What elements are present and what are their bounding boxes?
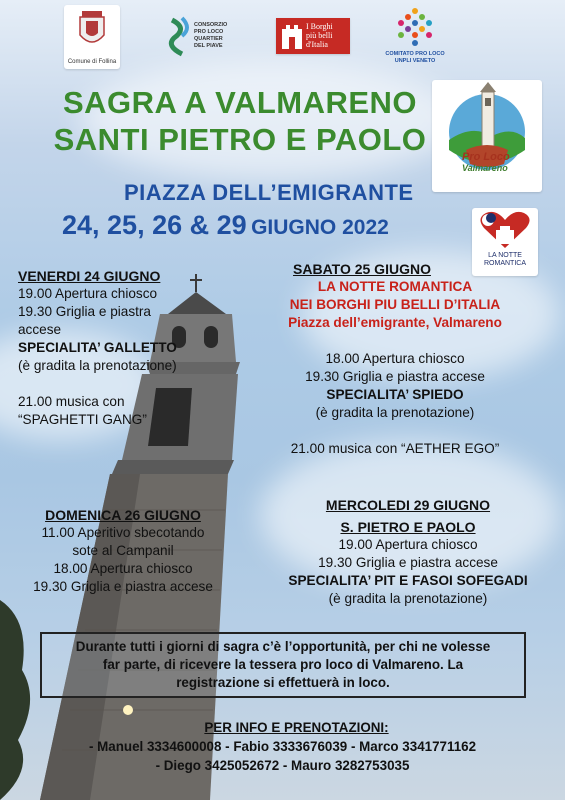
sabato-line: (è gradita la prenotazione) [315, 405, 475, 420]
notice-line: registrazione si effettuerà in loco. [176, 675, 390, 690]
notice-line: Durante tutti i giorni di sagra c’è l’opportunità, per chi ne volesse [75, 639, 491, 654]
notice-line: far parte, di ricevere la tessera pro loco di Valmareno. La [102, 657, 464, 672]
sabato-line: 18.00 Apertura chiosco [325, 351, 465, 366]
valmareno-label: Valmareno [462, 163, 508, 173]
consorzio-line: DEL PIAVE [194, 43, 223, 49]
sabato-romantic-title: LA NOTTE ROMANTICA [317, 279, 473, 294]
domenica-line: 18.00 Apertura chiosco [53, 561, 193, 576]
borghi-line: I Borghi [306, 22, 333, 31]
venerdi-line: 19.30 Griglia e piastra [18, 304, 151, 319]
domenica-section [4, 506, 242, 596]
venerdi-section [18, 267, 248, 429]
membership-notice [40, 632, 526, 698]
info-section [0, 718, 565, 775]
heart-icon [472, 208, 538, 250]
comune-di-follina-logo[interactable] [64, 5, 120, 69]
venerdi-specialty: SPECIALITA’ GALLETTO [18, 340, 177, 355]
consorzio-line: PRO LOCO [194, 29, 224, 35]
consorzio-pro-loco-logo[interactable] [168, 12, 236, 60]
sabato-section [250, 260, 540, 458]
pro-loco-label: Pro Loco [462, 151, 510, 163]
sabato-romantic-subtitle: NEI BORGHI PIU BELLI D’ITALIA [289, 297, 501, 312]
notte-line: ROMANTICA [484, 260, 526, 267]
sabato-specialty: SPECIALITA’ SPIEDO [326, 387, 464, 402]
notte-line: LA NOTTE [488, 252, 522, 259]
venerdi-line: “SPAGHETTI GANG” [18, 412, 147, 427]
sabato-line: 21.00 musica con “AETHER EGO” [290, 441, 500, 456]
mercoledi-header: MERCOLEDI 29 GIUGNO [325, 497, 491, 513]
borghi-line: d'Italia [306, 40, 328, 49]
venerdi-header: VENERDI 24 GIUGNO [18, 268, 161, 284]
unpli-veneto-logo[interactable] [384, 6, 446, 68]
mercoledi-line: (è gradita la prenotazione) [328, 591, 488, 606]
unpli-line: COMITATO PRO LOCO [385, 51, 445, 57]
sabato-romantic-place: Piazza dell’emigrante, Valmareno [288, 315, 502, 330]
follina-label: Comune di Follina [67, 59, 117, 65]
title-line-1: SAGRA A VALMARENO [62, 85, 418, 120]
borghi-line: più belli [306, 31, 333, 40]
mercoledi-specialty: SPECIALITA’ PIT E FASOI SOFEGADI [288, 573, 528, 588]
borghi-piu-belli-logo[interactable] [276, 18, 350, 54]
sabato-line: 19.30 Griglia e piastra accese [305, 369, 485, 384]
domenica-line: 11.00 Aperitivo sbecotando [41, 525, 205, 540]
info-header: PER INFO E PRENOTAZIONI: [204, 720, 389, 735]
venerdi-line: 21.00 musica con [18, 394, 125, 409]
mercoledi-subheader: S. PIETRO E PAOLO [340, 519, 476, 535]
consorzio-line: CONSORZIO [194, 22, 228, 28]
event-month: GIUGNO 2022 [251, 216, 389, 239]
domenica-line: 19.30 Griglia e piastra accese [33, 579, 213, 594]
venerdi-line: accese [18, 322, 62, 337]
venerdi-line: 19.00 Apertura chiosco [18, 286, 158, 301]
mercoledi-line: 19.00 Apertura chiosco [338, 537, 478, 552]
domenica-header: DOMENICA 26 GIUGNO [45, 507, 201, 523]
wave-icon [168, 14, 194, 58]
event-days: 24, 25, 26 & 29 [62, 210, 247, 240]
mercoledi-line: 19.30 Griglia e piastra accese [318, 555, 498, 570]
consorzio-line: QUARTIER [194, 36, 223, 42]
unpli-line: UNPLI VENETO [394, 58, 436, 64]
domenica-line: sote al Campanil [72, 543, 174, 558]
mercoledi-section [268, 496, 548, 608]
info-contacts-line: - Diego 3425052672 - Mauro 3282753035 [155, 758, 410, 773]
coat-of-arms-icon [64, 5, 120, 55]
dots-icon [390, 6, 440, 48]
info-contacts-line: - Manuel 3334600008 - Fabio 3333676039 - Marco 3341771162 [88, 739, 477, 754]
venerdi-line: (è gradita la prenotazione) [18, 358, 177, 373]
title-line-2: SANTI PIETRO E PAOLO [53, 122, 427, 157]
castle-icon [280, 21, 304, 51]
location: PIAZZA DELL’EMIGRANTE [124, 180, 414, 205]
sabato-header: SABATO 25 GIUGNO [293, 261, 431, 277]
